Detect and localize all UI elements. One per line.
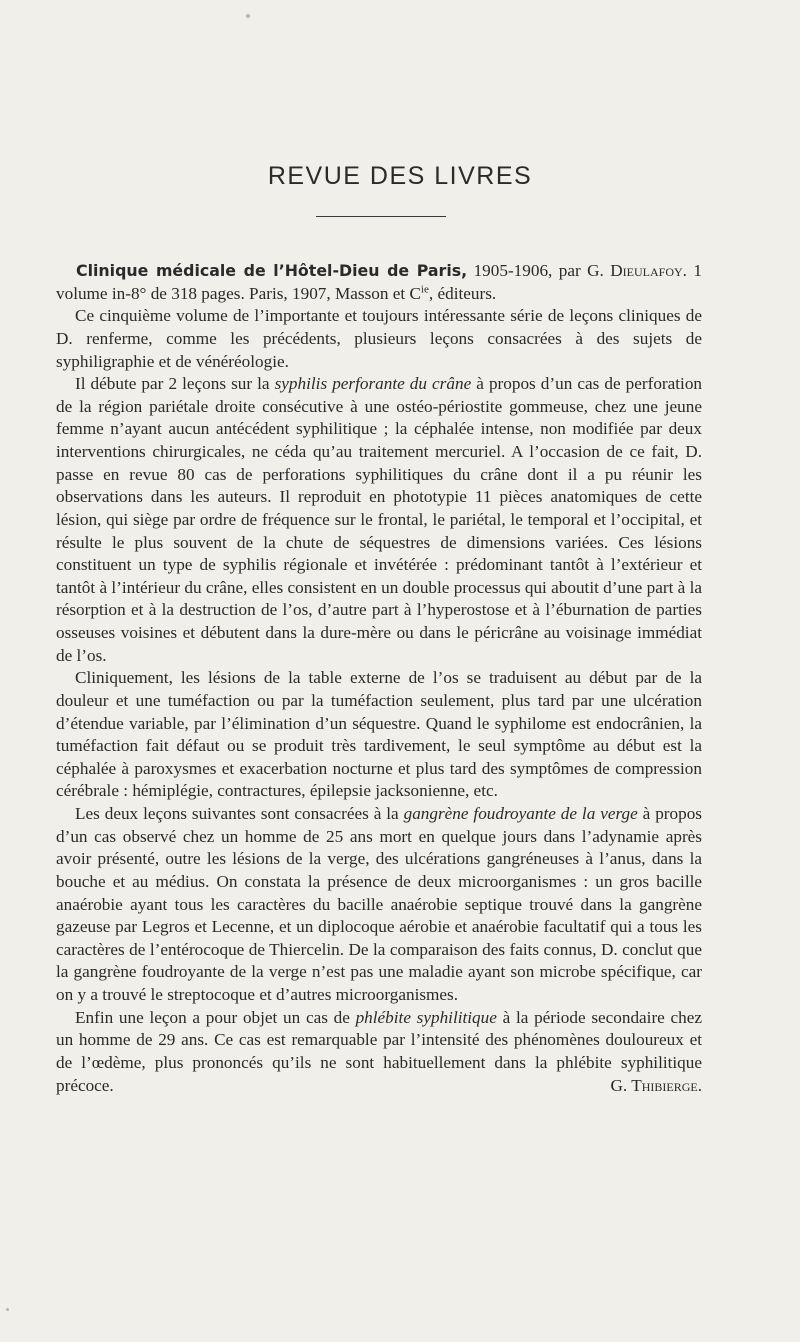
section-heading: REVUE DES LIVRES xyxy=(267,162,533,190)
emphasis-text: syphilis perforante du crâne xyxy=(274,374,472,394)
emphasis-text: gangrène foudroyante de la verge xyxy=(403,804,638,823)
paragraph-text: à la période secondaire chez un homme de 29 ans. Ce cas est remarquable par l’intensité des phénomènes douloureux et de l’œdème, plus prononcés qu’ils ne sont habituellement dans la phlébite syphilitique précoce. xyxy=(56,1007,703,1095)
paragraph-text: Il débute par 2 leçons sur la xyxy=(75,374,275,394)
review-citation xyxy=(56,260,702,305)
book-author: Dieulafoy. xyxy=(610,261,687,280)
review-paragraph xyxy=(56,373,702,667)
citation-text: 1905-1906, par G. xyxy=(467,261,611,280)
review-paragraph xyxy=(56,1007,702,1098)
paragraph-text: Enfin une leçon a pour objet un cas de xyxy=(75,1007,356,1027)
citation-text: , éditeurs. xyxy=(428,283,497,303)
reviewer-signature: G. Thibierge. xyxy=(610,1075,702,1095)
paper-speck xyxy=(6,1308,9,1311)
paragraph-text: Les deux leçons suivantes sont consacrées à la xyxy=(75,804,404,823)
book-review xyxy=(56,260,702,1097)
review-paragraph xyxy=(56,803,702,1007)
citation-text: 1 volume in-8° de 318 pages. Paris, 1907, Masson et C xyxy=(56,261,702,303)
publisher-superscript: ie xyxy=(420,282,429,295)
heading-rule xyxy=(316,216,446,217)
book-title: Clinique médicale de l’Hôtel-Dieu de Paris, xyxy=(76,261,468,280)
emphasis-text: phlébite syphilitique xyxy=(355,1007,497,1027)
paragraph-text: à propos d’un cas observé chez un homme de 25 ans mort en quelque jours dans l’adynamie après avoir présenté, outre les lésions de la verge, des ulcérations gangréneuses à l’anus, dans la bouche et au médius. On constata la présence de deux microorganismes : un gros bacille anaérobie ayant tous les caractères du bacille anaérobie septique trouvé dans la gangrène gazeuse par Legros et Lecenne, et un diplocoque aérobie et anaérobie facultatif qui a tous les caractères de l’entérocoque de Thiercelin. De la comparaison des faits connus, D. conclut que la gangrène foudroyante de la verge n’est pas une maladie ayant son microbe spécifique, car on y a trouvé le streptocoque et d’autres microorganismes. xyxy=(56,804,702,1004)
paper-speck xyxy=(246,14,250,18)
paragraph-text: à propos d’un cas de perforation de la région pariétale droite consécutive à une ostéo-périostite gommeuse, chez une jeune femme n’ayant aucun antécédent syphilitique ; la céphalée intense, non modifiée par deux interventions chirurgicales, ne céda qu’au traitement mercuriel. A l’occasion de ce fait, D. passe en revue 80 cas de perforations syphilitiques du crâne dont il a pu réunir les observations dans les auteurs. Il reproduit en phototypie 11 pièces anatomiques de cette lésion, qui siège par ordre de fréquence sur le frontal, le pariétal, le temporal et l’occipital, et résulte le plus souvent de la chute de séquestres de dimensions variées. Ces lésions constituent un type de syphilis régionale et invétérée : prédominant tantôt à l’extérieur et tantôt à l’intérieur du crâne, elles consistent en un double processus qui aboutit d’une part à la résorption et à la destruction de l’os, d’autre part à l’hyperostose et à l’éburnation de parties osseuses voisines et débutent dans la dure-mère ou dans le péricrâne au voisinage immédiat de l’os. xyxy=(56,374,703,665)
review-paragraph: Ce cinquième volume de l’importante et toujours intéressante série de leçons cliniques de D. renferme, comme les précédents, plusieurs leçons consacrées à des sujets de syphiligraphie et de vénéréologie. xyxy=(56,306,702,371)
review-paragraph: Cliniquement, les lésions de la table externe de l’os se traduisent au début par de la douleur et une tuméfaction ou par la tuméfaction seulement, plus tard par une ulcération d’étendue variable, par l’élimination d’un séquestre. Quand le syphilome est endocrânien, la tuméfaction fait défaut ou se produit très tardivement, le seul symptôme au début est la céphalée à paroxysmes et exacerbation nocturne et plus tard des symptômes de compression cérébrale : hémiplégie, contractures, épilepsie jacksonienne, etc. xyxy=(56,668,702,801)
